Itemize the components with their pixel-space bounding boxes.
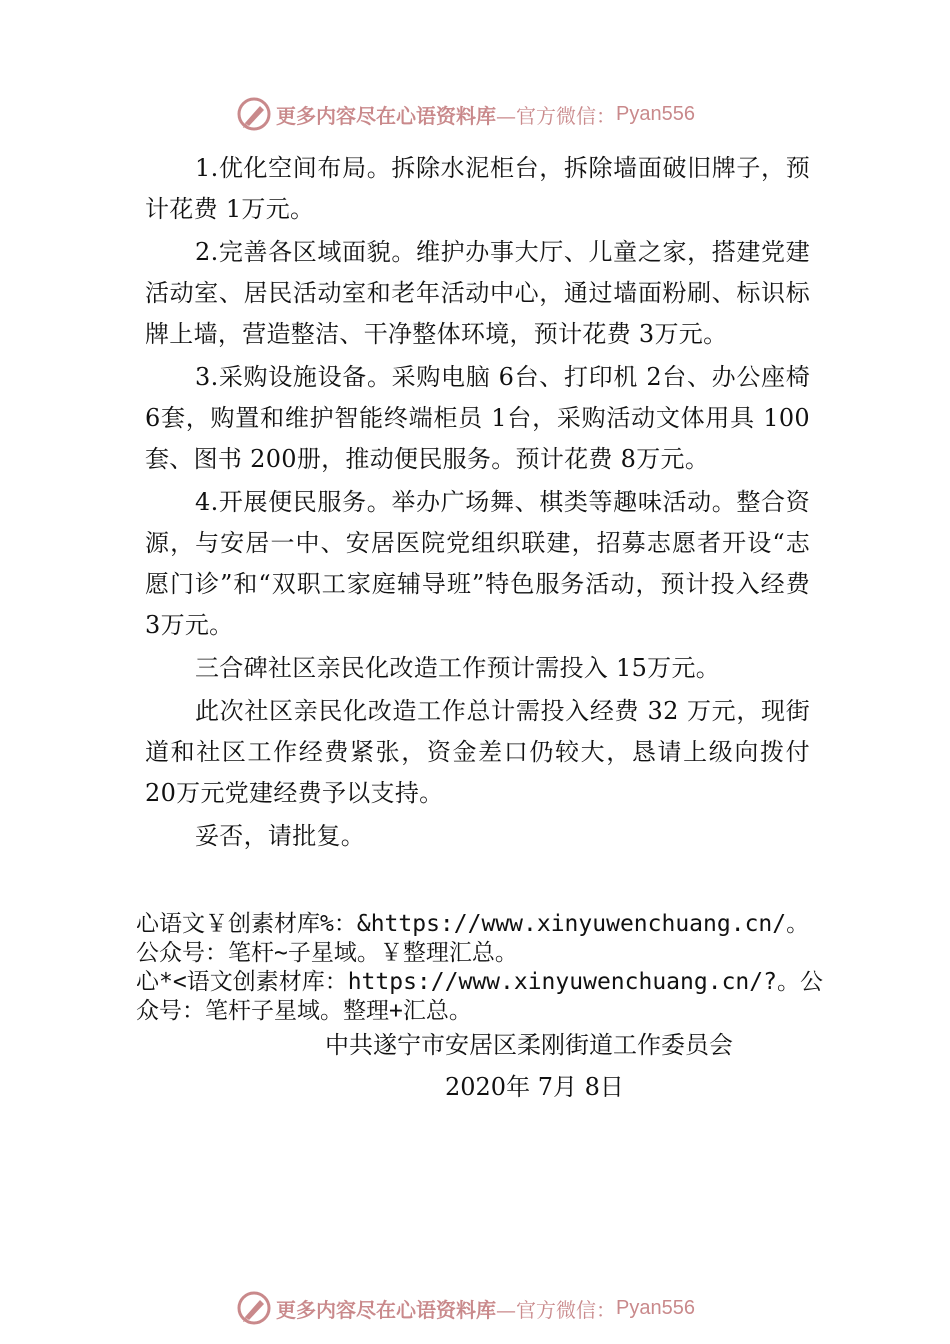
signature-date: 2020年 7月 8日 — [445, 1073, 624, 1101]
signature-organization: 中共遂宁市安居区柔刚街道工作委员会 — [325, 1031, 733, 1059]
paragraph-item-4: 4.开展便民服务。举办广场舞、棋类等趣味活动。整合资源，与安居一中、安居医院党组织联建，招募志愿者开设“志愿门诊”和“双职工家庭辅导班”特色服务活动，预计投入经费 3万元。 — [145, 488, 810, 639]
banner-main-text: 更多内容尽在心语资料库 — [276, 103, 496, 128]
source-notes — [136, 910, 826, 1026]
source-note-1: 心语文￥创素材库%：&https://www.xinyuwenchuang.cn/。公众号：笔杆~子星域。￥整理汇总。 — [136, 911, 810, 966]
paragraph-item-1: 1.优化空间布局。拆除水泥柜台，拆除墙面破旧牌子，预计花费 1万元。 — [145, 154, 810, 223]
banner-sub-text: —官方微信： — [496, 1297, 616, 1322]
header-watermark-banner — [236, 94, 695, 134]
banner-main-text: 更多内容尽在心语资料库 — [276, 1297, 496, 1322]
banner-wechat-id: Pyan556 — [616, 1296, 695, 1319]
pen-logo-icon — [236, 1290, 272, 1326]
pen-logo-icon — [236, 96, 272, 132]
source-note-2: 心*<语文创素材库：https://www.xinyuwenchuang.cn/?。公众号：笔杆子星域。整理+汇总。 — [136, 969, 823, 1024]
paragraph-closing: 妥否，请批复。 — [195, 822, 366, 850]
paragraph-item-3: 3.采购设施设备。采购电脑 6台、打印机 2台、办公座椅 6套，购置和维护智能终端柜员 1台，采购活动文体用具 100套、图书 200册，推动便民服务。预计花费 8万元。 — [145, 363, 810, 473]
footer-watermark-banner — [236, 1288, 695, 1328]
banner-wechat-id: Pyan556 — [616, 102, 695, 125]
document-body — [145, 148, 810, 857]
paragraph-budget-summary: 三合碑社区亲民化改造工作预计需投入 15万元。 — [195, 654, 721, 682]
banner-sub-text: —官方微信： — [496, 103, 616, 128]
paragraph-funding-request: 此次社区亲民化改造工作总计需投入经费 32 万元，现街道和社区工作经费紧张，资金差口仍较大，恳请上级向拨付 20万元党建经费予以支持。 — [145, 697, 810, 807]
paragraph-item-2: 2.完善各区域面貌。维护办事大厅、儿童之家，搭建党建活动室、居民活动室和老年活动中心，通过墙面粉刷、标识标牌上墙，营造整洁、干净整体环境，预计花费 3万元。 — [145, 238, 810, 348]
